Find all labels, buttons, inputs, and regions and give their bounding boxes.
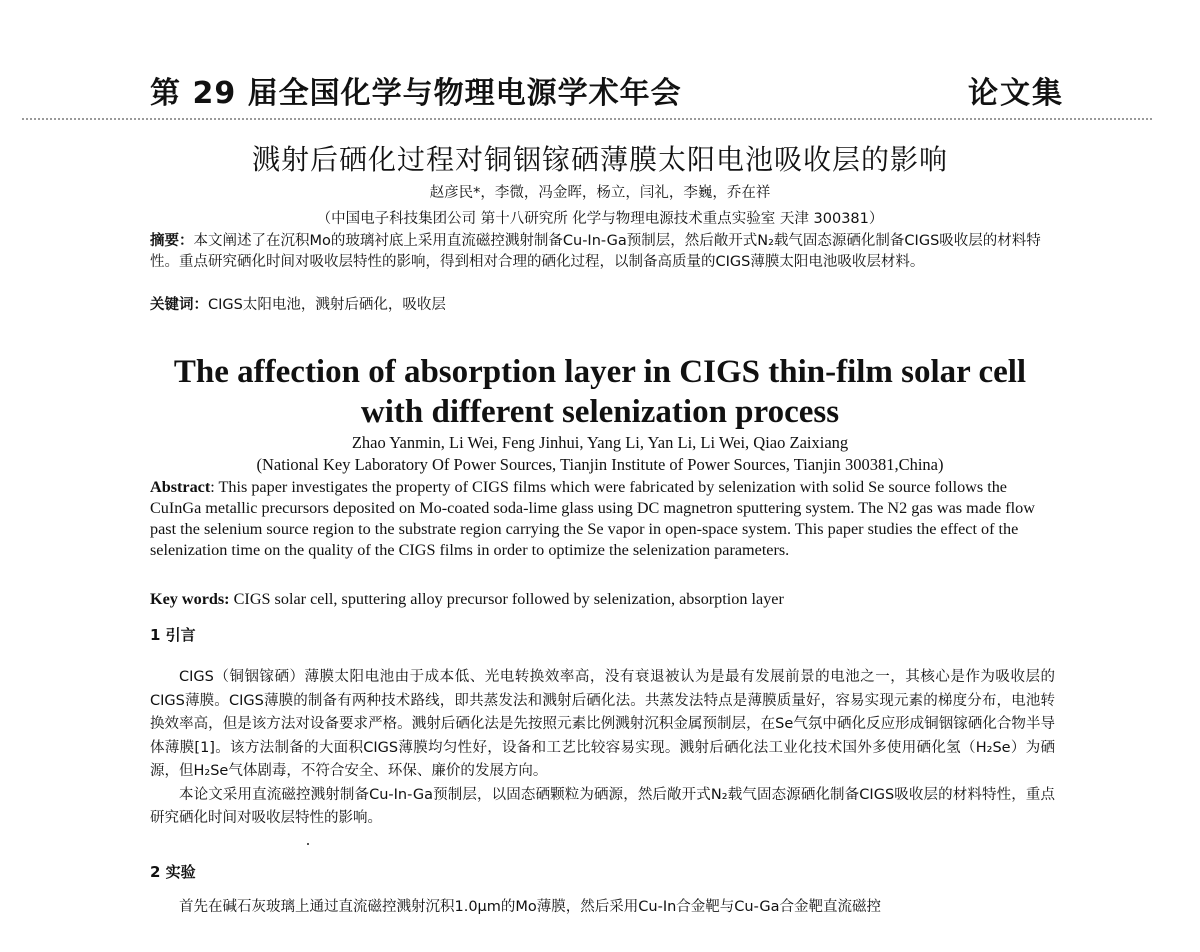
section-1-heading: 1 引言: [150, 626, 196, 644]
english-abstract: [150, 477, 1055, 561]
conference-header: 第 29 届全国化学与物理电源学术年会: [150, 76, 682, 111]
section-2-heading: 2 实验: [150, 863, 196, 881]
chinese-keywords-text: CIGS太阳电池，溅射后硒化，吸收层: [208, 297, 446, 313]
english-abstract-label: Abstract: [150, 478, 211, 496]
english-keywords-text: CIGS solar cell, sputtering alloy precursor followed by selenization, absorption layer: [229, 590, 784, 608]
section-2-body: [150, 896, 1055, 920]
english-keywords: [150, 589, 1055, 610]
chinese-title: 溅射后硒化过程对铜铟镓硒薄膜太阳电池吸收层的影响: [251, 143, 948, 176]
english-title: [0, 352, 1200, 432]
header-divider: [22, 118, 1152, 120]
chinese-authors: 赵彦民*，李微，冯金晖，杨立，闫礼，李巍，乔在祥: [429, 185, 771, 201]
scan-speck: [307, 843, 309, 845]
chinese-keywords-label: 关键词：: [150, 297, 208, 313]
section-1-body: [150, 666, 1055, 831]
section-1-paragraph-1: CIGS（铜铟镓硒）薄膜太阳电池由于成本低、光电转换效率高，没有衰退被认为是最有发展前景的电池之一，其核心是作为吸收层的CIGS薄膜。CIGS薄膜的制备有两种技术路线，即共蒸发法和溅射后硒化法。共蒸发法特点是薄膜质量好，容易实现元素的梯度分布，电池转换效率高，但是该方法对设备要求严格。溅射后硒化法是先按照元素比例溅射沉积金属预制层，在Se气氛中硒化反应形成铜铟镓硒化合物半导体薄膜[1]。该方法制备的大面积CIGS薄膜均匀性好，设备和工艺比较容易实现。溅射后硒化法工业化技术国外多使用硒化氢（H₂Se）为硒源，但H₂Se气体剧毒，不符合安全、环保、廉价的发展方向。: [150, 669, 1055, 779]
english-title-line-2: with different selenization process: [360, 394, 840, 430]
english-affiliation: (National Key Laboratory Of Power Sources, Tianjin Institute of Power Sources, Tianjin 300381,China): [256, 455, 944, 474]
english-authors: Zhao Yanmin, Li Wei, Feng Jinhui, Yang Li, Yan Li, Li Wei, Qiao Zaixiang: [351, 433, 849, 452]
chinese-abstract-label: 摘要：: [150, 233, 194, 249]
english-abstract-text: : This paper investigates the property of CIGS films which were fabricated by selenization with solid Se source follows the CuInGa metallic precursors deposited on Mo-coated soda-lime glass using DC magnetron sputtering system. The N2 gas was made flow past the selenium source region to the substrate region carrying the Se vapor in open-space system. This paper studies the effect of the selenization time on the quality of the CIGS films in order to optimize the selenization parameters.: [150, 478, 1035, 559]
section-1-paragraph-2: 本论文采用直流磁控溅射制备Cu-In-Ga预制层，以固态硒颗粒为硒源，然后敞开式N₂载气固态源硒化制备CIGS吸收层的材料特性，重点研究硒化时间对吸收层特性的影响。: [150, 786, 1055, 826]
english-keywords-label: Key words:: [150, 590, 230, 608]
chinese-affiliation: （中国电子科技集团公司 第十八研究所 化学与物理电源技术重点实验室 天津 300381）: [316, 211, 884, 227]
collection-label: 论文集: [968, 76, 1064, 111]
chinese-abstract-text: 本文阐述了在沉积Mo的玻璃衬底上采用直流磁控溅射制备Cu-In-Ga预制层，然后敞开式N₂载气固态源硒化制备CIGS吸收层的材料特性。重点研究硒化时间对吸收层特性的影响，得到相对合理的硒化过程，以制备高质量的CIGS薄膜太阳电池吸收层材料。: [150, 233, 1041, 270]
chinese-keywords: [150, 295, 1050, 316]
section-2-paragraph-1: 首先在碱石灰玻璃上通过直流磁控溅射沉积1.0μm的Mo薄膜，然后采用Cu-In合金靶与Cu-Ga合金靶直流磁控: [179, 899, 882, 915]
english-title-line-1: The affection of absorption layer in CIGS thin-film solar cell: [173, 354, 1027, 390]
chinese-abstract: [150, 231, 1050, 273]
